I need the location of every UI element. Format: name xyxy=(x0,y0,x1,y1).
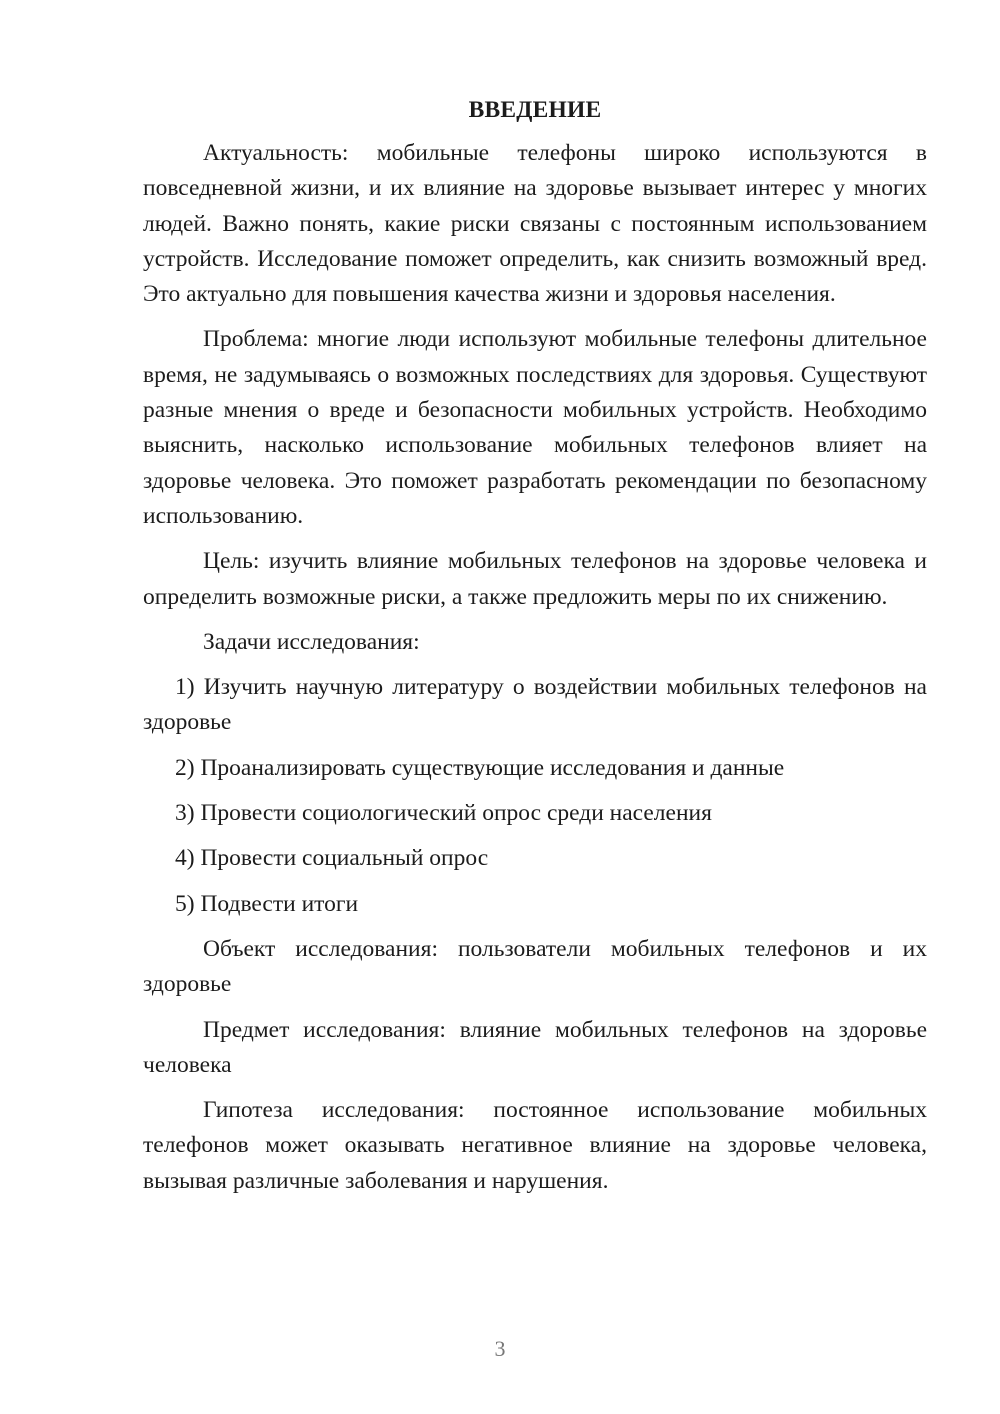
page-number: 3 xyxy=(494,1336,506,1361)
goal-paragraph: Цель: изучить влияние мобильных телефонов на здоровье человека и определить возможные риски, а также предложить меры по их снижению. xyxy=(143,548,927,610)
tasks-heading: Задачи исследования: xyxy=(203,628,420,655)
page-title: ВВЕДЕНИЕ xyxy=(468,97,602,123)
problem-paragraph: Проблема: многие люди используют мобильные телефоны длительное время, не задумываясь о возможных последствиях для здоровья. Существуют разные мнения о вреде и безопасности мобильных устройств. Необходимо выяснить, насколько использование мобильных телефонов влияет на здоровье человека. Это поможет разработать рекомендации по безопасному использованию. xyxy=(143,326,927,529)
task-item-3: 3) Провести социологический опрос среди населения xyxy=(175,800,712,827)
hypothesis-paragraph: Гипотеза исследования: постоянное использование мобильных телефонов может оказывать негативное влияние на здоровье человека, вызывая различные заболевания и нарушения. xyxy=(143,1097,927,1194)
task-item-2: 2) Проанализировать существующие исследования и данные xyxy=(175,754,785,781)
object-paragraph: Объект исследования: пользователи мобильных телефонов и их здоровье xyxy=(143,935,927,998)
task-item-4: 4) Провести социальный опрос xyxy=(175,845,489,872)
task-item-5: 5) Подвести итоги xyxy=(175,890,359,917)
relevance-paragraph: Актуальность: мобильные телефоны широко используются в повседневной жизни, и их влияние на здоровье вызывает интерес у многих людей. Важно понять, какие риски связаны с постоянным использованием устройств. Исследование поможет определить, как снизить возможный вред. Это актуально для повышения качества жизни и здоровья населения. xyxy=(143,140,927,308)
subject-paragraph: Предмет исследования: влияние мобильных телефонов на здоровье человека xyxy=(143,1016,927,1078)
task-item-1: 1) Изучить научную литературу о воздействии мобильных телефонов на здоровье xyxy=(143,674,927,736)
